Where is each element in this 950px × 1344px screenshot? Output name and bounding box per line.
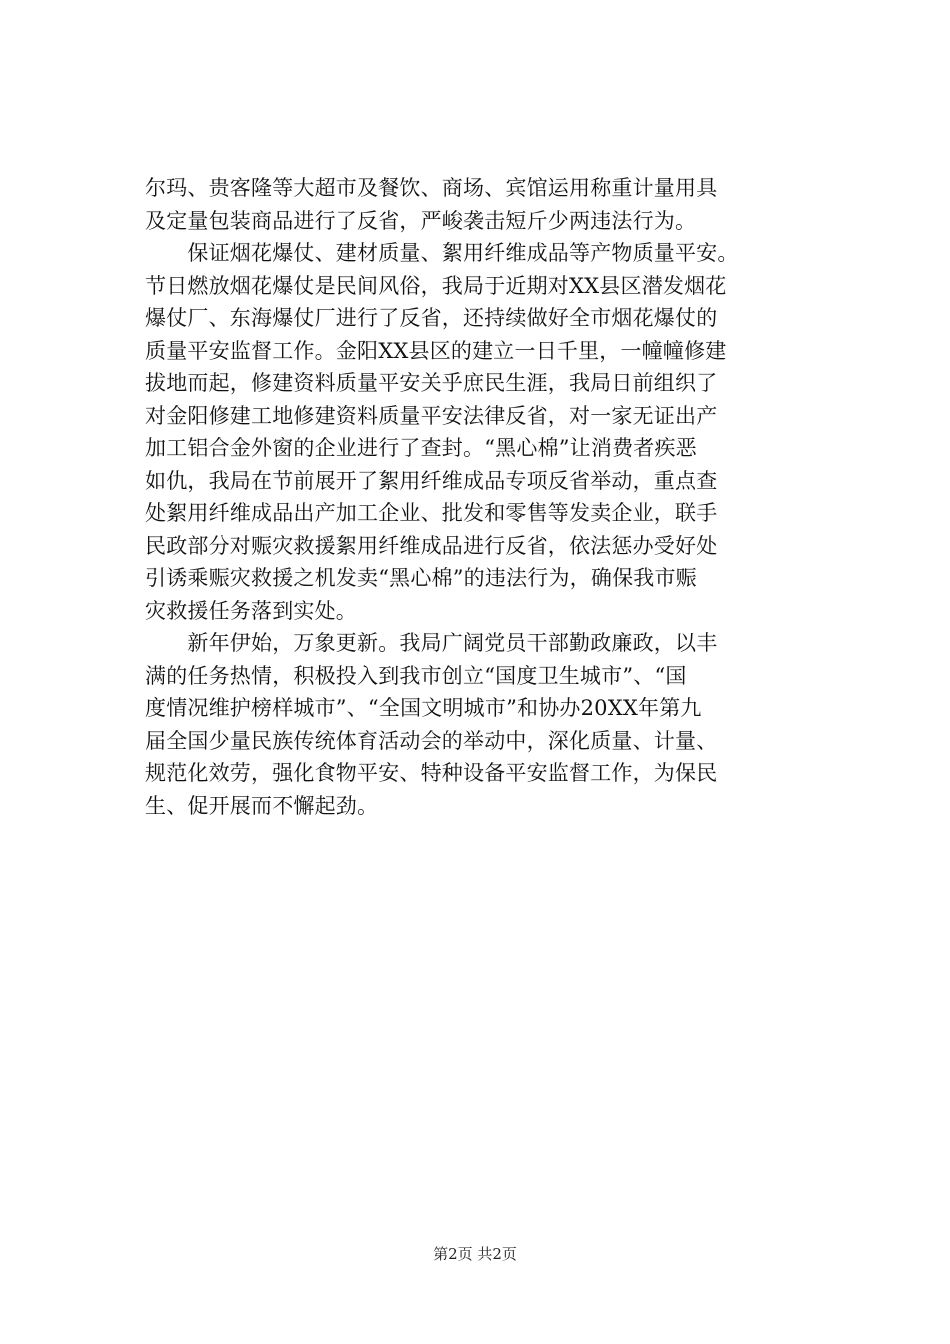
text-line: 质量平安监督工作。金阳XX县区的建立一日千里，一幢幢修建 [145,338,727,363]
text-line: 对金阳修建工地修建资料质量平安法律反省，对一家无证出产 [145,403,718,428]
text-line: 度情况维护榜样城市”、“全国文明城市”和协办20XX年第九 [145,696,702,720]
text-line: 处絮用纤维成品出产加工企业、批发和零售等发卖企业，联手 [145,501,718,525]
text-line: 新年伊始，万象更新。我局广阔党员干部勤政廉政，以丰 [145,631,718,655]
text-line: 爆仗厂、东海爆仗厂进行了反省，还持续做好全市烟花爆仗的 [145,306,718,330]
text-line: 及定量包装商品进行了反省，严峻袭击短斤少两违法行为。 [145,208,697,233]
text-line: 届全国少量民族传统体育活动会的举动中，深化质量、计量、 [145,728,718,753]
text-line: 民政部分对赈灾救援絮用纤维成品进行反省，依法惩办受好处 [145,533,718,558]
text-line: 满的任务热情，积极投入到我市创立“国度卫生城市”、“国 [145,663,687,688]
text-line: 保证烟花爆仗、建材质量、絮用纤维成品等产物质量平安。 [145,241,739,265]
text-line: 节日燃放烟花爆仗是民间风俗，我局于近期对XX县区潜发烟花 [145,273,727,298]
text-line: 尔玛、贵客隆等大超市及餐饮、商场、宾馆运用称重计量用具 [145,176,718,200]
text-line: 引诱乘赈灾救援之机发卖“黑心棉”的违法行为，确保我市赈 [145,566,697,590]
text-line: 拔地而起，修建资料质量平安关乎庶民生涯，我局日前组织了 [145,371,718,395]
text-line: 生、促开展而不懈起劲。 [145,793,379,818]
text-line: 加工铝合金外窗的企业进行了查封。“黑心棉”让消费者疾恶 [145,436,697,460]
text-line: 如仇，我局在节前展开了絮用纤维成品专项反省举动，重点查 [145,468,718,493]
body-text [145,172,805,822]
page-footer: 第2页 共2页 [433,1245,517,1263]
text-line: 灾救援任务落到实处。 [145,598,357,623]
text-line: 规范化效劳，强化食物平安、特种设备平安监督工作，为保民 [145,761,718,785]
